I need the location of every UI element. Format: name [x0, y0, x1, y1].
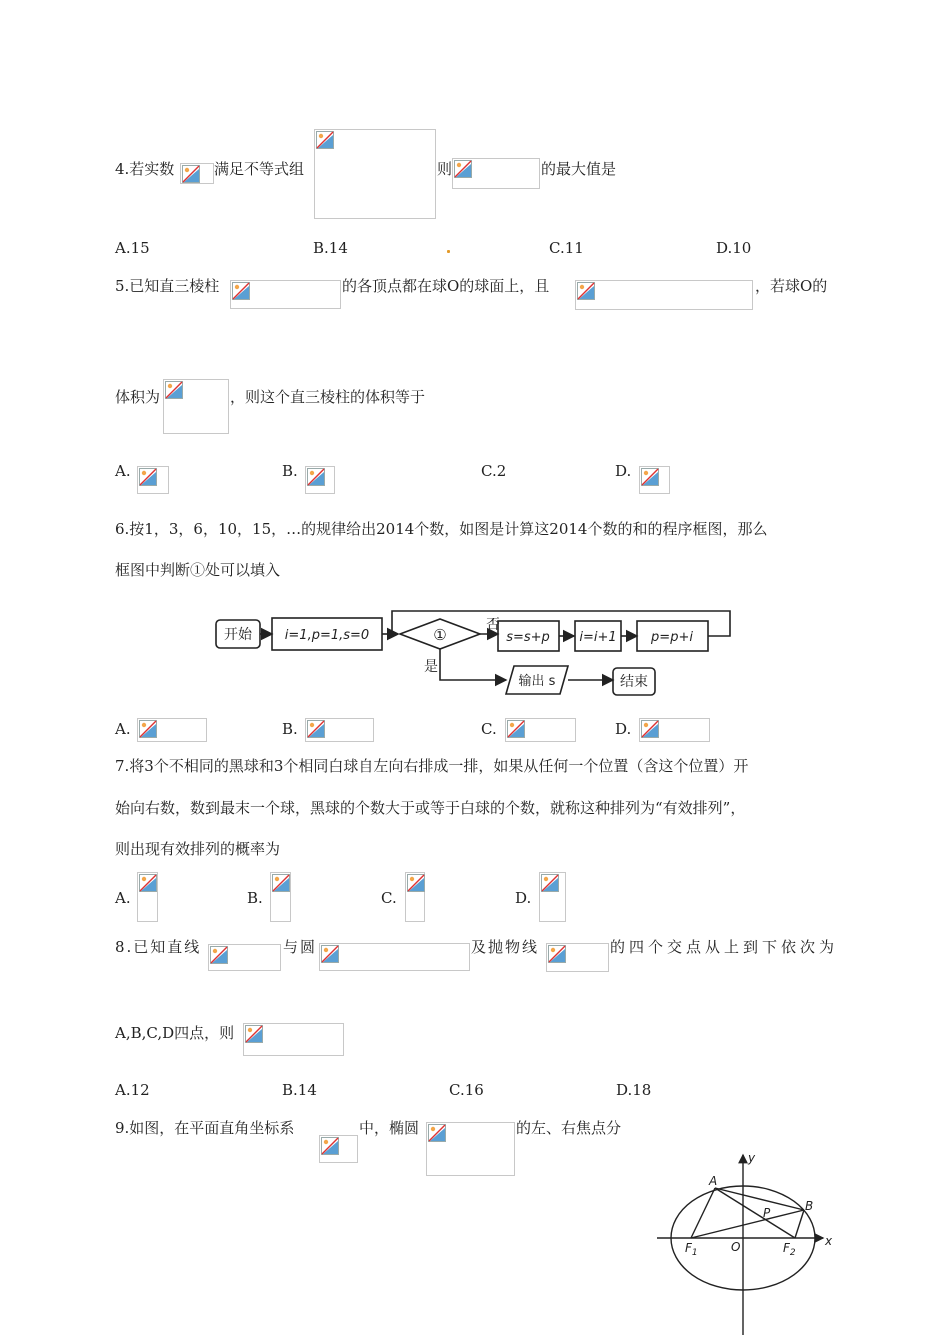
q5-part2: 的各顶点都在球O的球面上，且 [342, 277, 550, 295]
q6-line1: 6.按1，3，6，10，15，…的规律给出2014个数，如图是计算这2014个数的和的程序框图，那么 [115, 520, 768, 538]
output-label: 输出 s [518, 674, 556, 689]
no-label: 否 [486, 617, 500, 633]
focus-f1-label: $F_1$ [685, 1241, 698, 1258]
q7-option-b: B. [247, 889, 263, 907]
q8-option-d: D.18 [616, 1081, 652, 1099]
origin-label: O [731, 1240, 741, 1254]
q9-part1: 9.如图，在平面直角坐标系 [115, 1119, 295, 1137]
q4-option-d: D.10 [716, 239, 752, 257]
formula-image [230, 280, 341, 309]
step-i-label: i=i+1 [579, 630, 617, 645]
broken-image-icon [210, 946, 228, 964]
broken-image-icon [641, 468, 659, 486]
q4-option-a: A.15 [115, 239, 150, 257]
q6-option-c: C. [481, 720, 497, 738]
q5-option-b: B. [282, 462, 298, 480]
broken-image-icon [139, 720, 157, 738]
broken-image-icon [165, 381, 183, 399]
formula-image [319, 943, 470, 971]
broken-image-icon [245, 1025, 263, 1043]
y-axis-label: y [748, 1151, 756, 1165]
formula-image [405, 872, 425, 922]
end-label: 结束 [620, 674, 648, 690]
formula-image [163, 379, 229, 434]
formula-image [137, 718, 207, 742]
cond-label: ① [433, 626, 447, 644]
q5-line2a: 体积为 [115, 388, 161, 406]
formula-image [426, 1122, 515, 1176]
broken-image-icon [321, 945, 339, 963]
q6-option-b: B. [282, 720, 298, 738]
q4-prefix: 4.若实数 [115, 160, 175, 178]
formula-image [319, 1135, 358, 1163]
yes-label: 是 [424, 659, 438, 675]
broken-image-icon [139, 874, 157, 892]
q4-option-c: C.11 [549, 239, 584, 257]
focus-f2-label: $F_2$ [783, 1241, 796, 1258]
q7-line3: 则出现有效排列的概率为 [115, 840, 281, 858]
formula-image [270, 872, 291, 922]
broken-image-icon [548, 945, 566, 963]
q8-part3: 及抛物线 [471, 938, 540, 956]
q7-line2: 始向右数，数到最末一个球，黑球的个数大于或等于白球的个数，就称这种排列为“有效排列”， [115, 799, 746, 817]
formula-image [180, 163, 214, 184]
step-p-label: p=p+i [651, 630, 693, 645]
formula-image [305, 466, 335, 494]
formula-image [546, 943, 609, 972]
broken-image-icon [232, 282, 250, 300]
broken-image-icon [272, 874, 290, 892]
stray-dot [447, 250, 450, 253]
q6-option-d: D. [615, 720, 632, 738]
q7-line1: 7.将3个不相同的黑球和3个相同白球自左向右排成一排，如果从任何一个位置（含这个位置）开 [115, 757, 749, 775]
formula-image [208, 944, 281, 971]
broken-image-icon [641, 720, 659, 738]
segment-a-f2 [715, 1188, 795, 1238]
q9-part3: 的左、右焦点分 [516, 1119, 622, 1137]
broken-image-icon [307, 468, 325, 486]
q4-suffix: 的最大值是 [541, 160, 617, 178]
broken-image-icon [307, 720, 325, 738]
formula-image [137, 466, 169, 494]
broken-image-icon [541, 874, 559, 892]
segment-f1-a [691, 1188, 715, 1238]
step-sum-label: s=s+p [506, 630, 550, 645]
q8-line2: A,B,C,D四点，则 [115, 1024, 235, 1042]
q8-option-b: B.14 [282, 1081, 317, 1099]
formula-image [314, 129, 436, 219]
q8-option-c: C.16 [449, 1081, 484, 1099]
yes-arrow [440, 649, 506, 680]
q8-part2: 与圆 [283, 938, 318, 956]
broken-image-icon [316, 131, 334, 149]
q6-line2: 框图中判断①处可以填入 [115, 561, 281, 579]
q5-part1: 5.已知直三棱柱 [115, 277, 220, 295]
q8-part4: 的四个交点从上到下依次为 [610, 938, 839, 956]
q7-option-a: A. [115, 889, 131, 907]
x-axis-label: x [825, 1234, 833, 1248]
point-p-label: P [763, 1206, 771, 1220]
q4-mid: 满足不等式组 [214, 160, 305, 178]
q6-option-a: A. [115, 720, 131, 738]
broken-image-icon [577, 282, 595, 300]
q4-then: 则 [437, 160, 453, 178]
q5-option-c: C.2 [481, 462, 507, 480]
segment-b-f2 [795, 1210, 804, 1238]
q4-option-b: B.14 [313, 239, 348, 257]
q7-option-d: D. [515, 889, 532, 907]
formula-image [452, 158, 540, 189]
q5-line2b: ，则这个直三棱柱的体积等于 [230, 388, 426, 406]
formula-image [639, 718, 710, 742]
start-label: 开始 [224, 627, 252, 643]
broken-image-icon [407, 874, 425, 892]
formula-image [137, 872, 158, 922]
q5-part3: ，若球O的 [755, 277, 828, 295]
broken-image-icon [428, 1124, 446, 1142]
broken-image-icon [507, 720, 525, 738]
broken-image-icon [454, 160, 472, 178]
flowchart [210, 605, 740, 700]
formula-image [505, 718, 576, 742]
q9-part2: 中，椭圆 [359, 1119, 420, 1137]
broken-image-icon [139, 468, 157, 486]
q5-option-d: D. [615, 462, 632, 480]
point-a-label: A [709, 1174, 718, 1188]
q8-part1: 8.已知直线 [115, 938, 202, 956]
q7-option-c: C. [381, 889, 397, 907]
point-b-label: B [805, 1199, 814, 1213]
init-label: i=1,p=1,s=0 [284, 628, 370, 643]
formula-image [243, 1023, 344, 1056]
broken-image-icon [182, 165, 200, 183]
broken-image-icon [321, 1137, 339, 1155]
formula-image [575, 280, 753, 310]
q5-option-a: A. [115, 462, 131, 480]
formula-image [539, 872, 566, 922]
q8-option-a: A.12 [115, 1081, 150, 1099]
formula-image [305, 718, 374, 742]
formula-image [639, 466, 670, 494]
ellipse-figure [655, 1150, 840, 1340]
